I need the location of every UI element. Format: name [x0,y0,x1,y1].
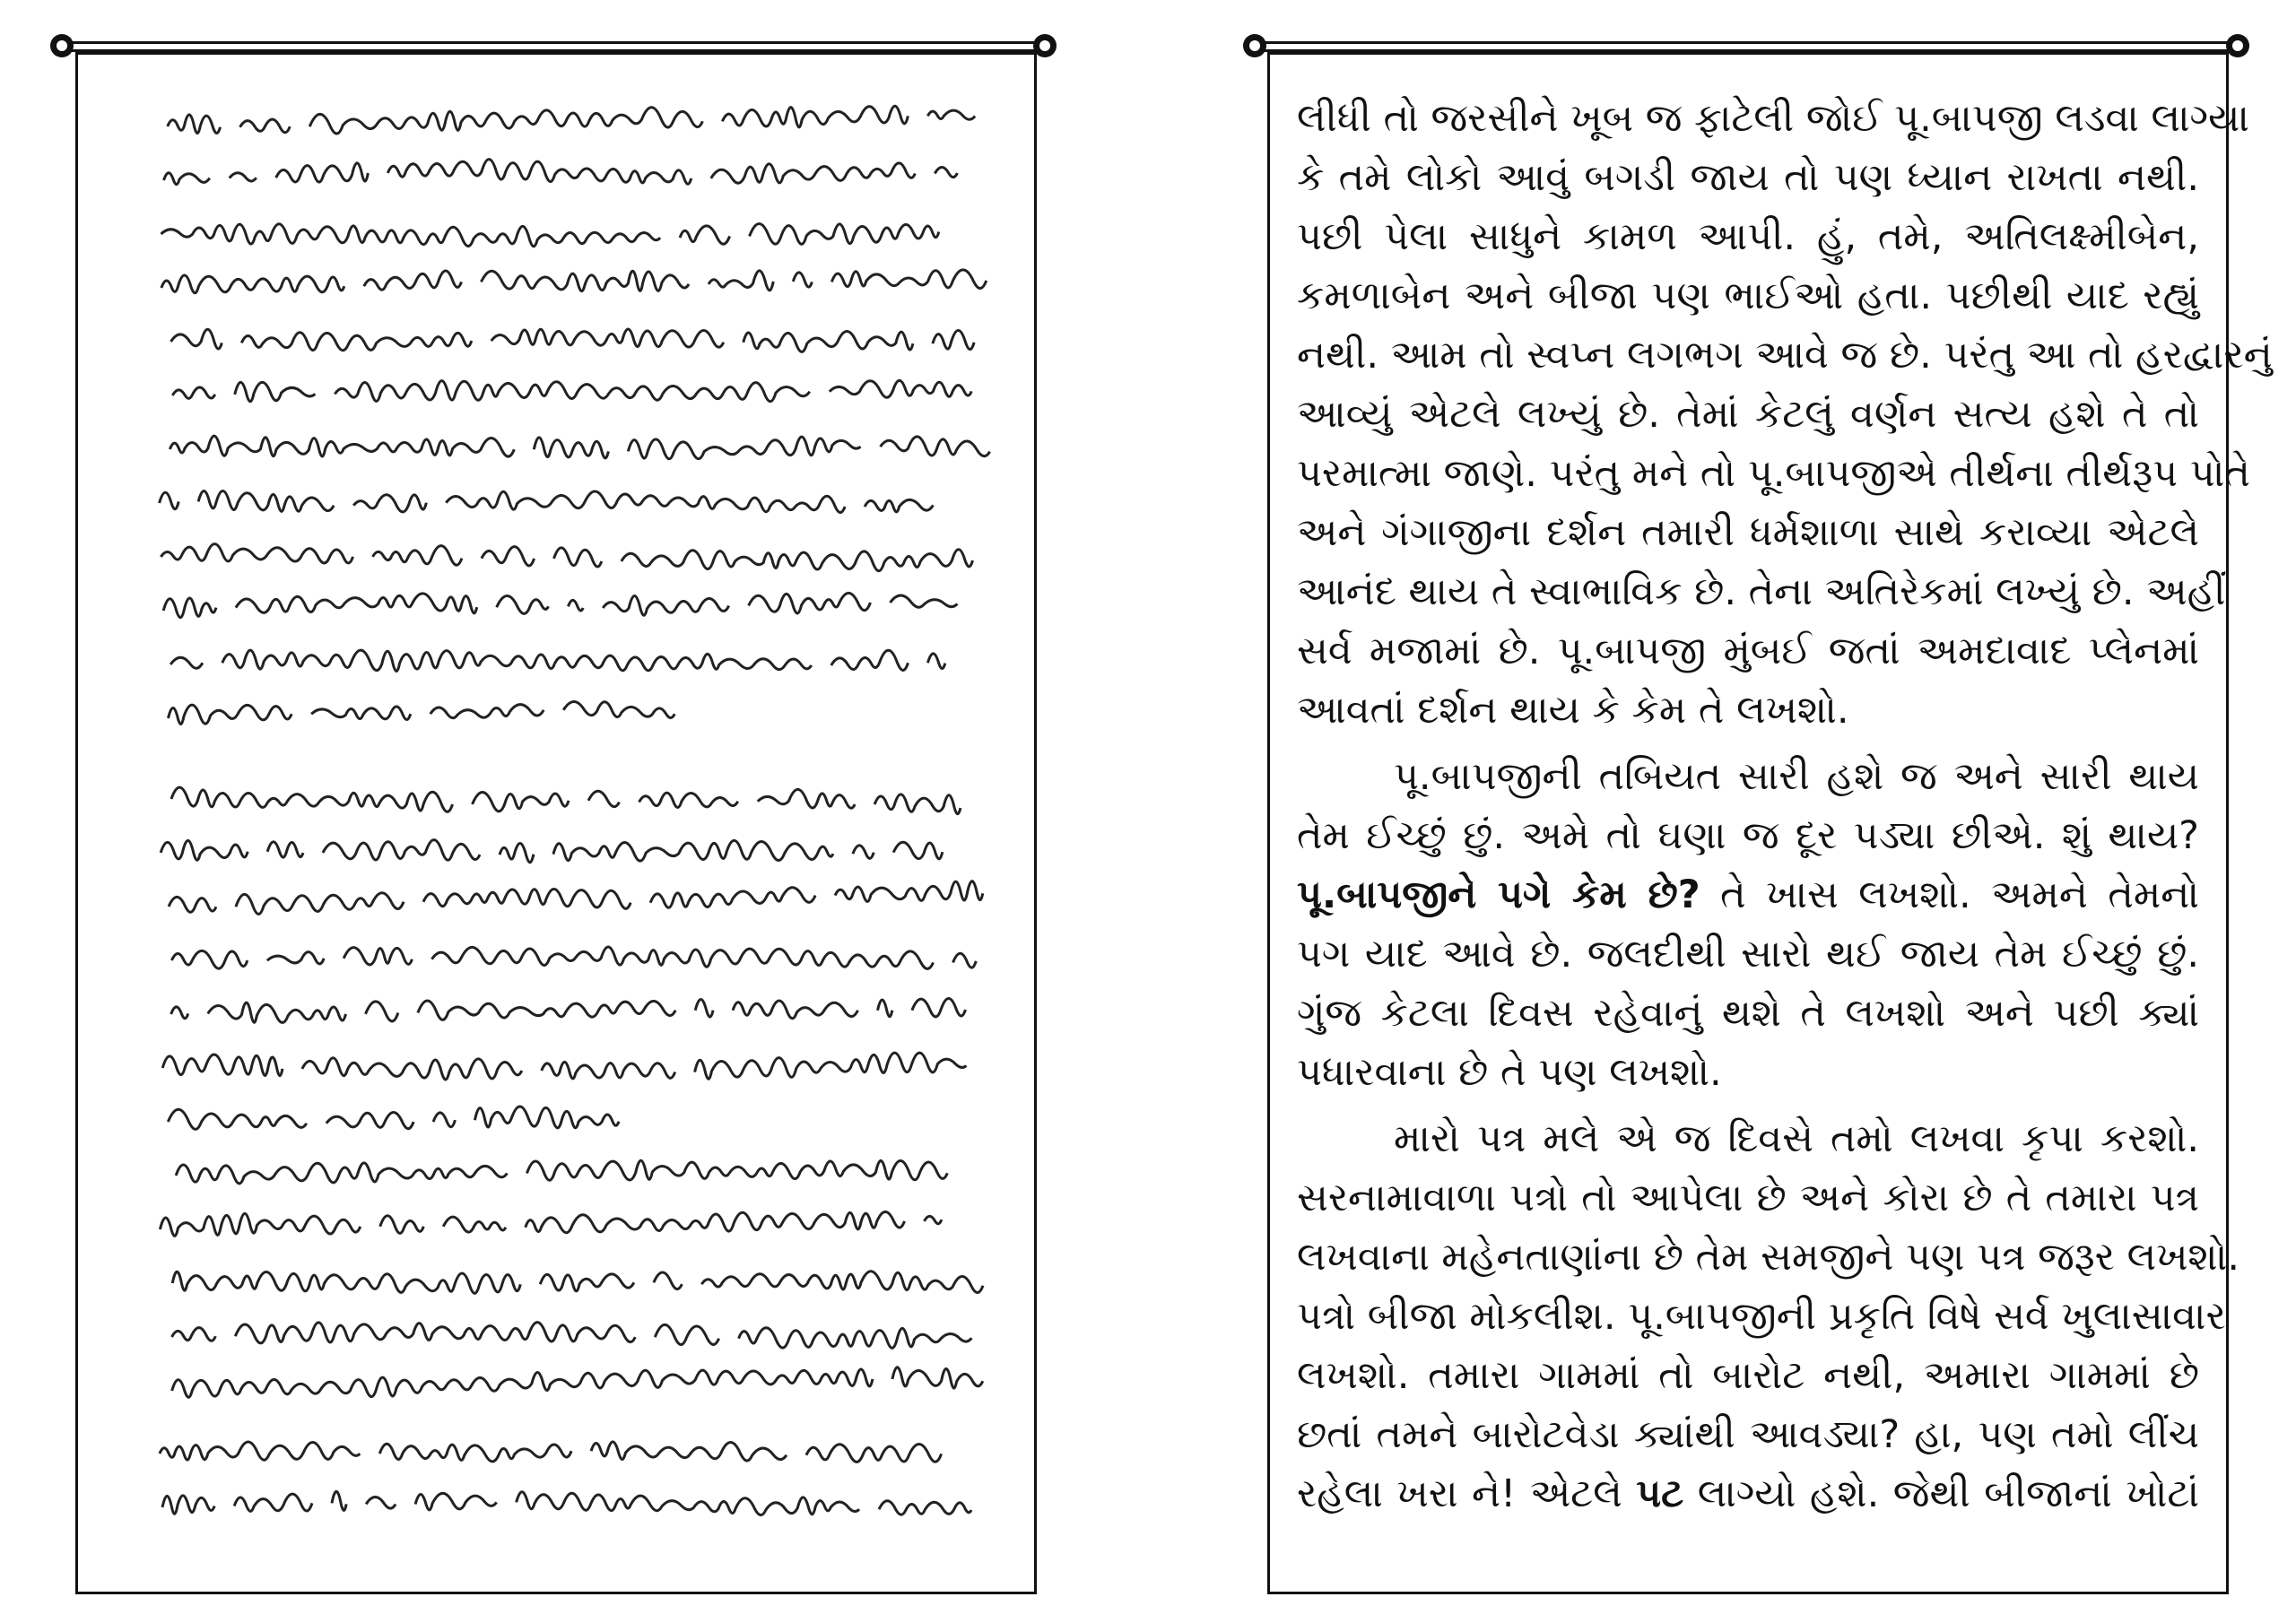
text-line [1297,266,2199,325]
handwritten-line [171,787,961,814]
text-line [1297,325,2273,385]
handwritten-line [161,270,987,293]
text-line [1297,207,2199,266]
handwritten-line [172,1323,992,1349]
text-line [1297,1287,2226,1346]
handwritten-line [162,1053,966,1080]
text-segment: અને ગંગાજીના દર્શન તમારી ધર્મશાળા સાથે કરાવ્યા એટલે [1297,510,2199,555]
text-line [1297,1109,2199,1168]
text-segment: લાગ્યો હશે. જેથી બીજાનાં ખોટાં [1683,1471,2199,1516]
handwritten-letter-scan [75,52,1037,1594]
text-line [1297,444,2250,503]
text-line [1297,1405,2199,1464]
text-line [1297,148,2199,207]
handwritten-line [172,380,971,401]
handwritten-line [161,544,972,571]
handwritten-line [176,1160,947,1184]
handwritten-line [170,329,974,352]
text-segment: લખશો. તમારા ગામમાં તો બારોટ નથી, અમારા ગામમાં છે [1297,1353,2199,1398]
paragraph [1297,747,2199,1102]
typed-transcription [1267,52,2273,1594]
text-line [1297,806,2199,865]
text-segment: તે ખાસ લખશો. અમને તેમનો [1700,872,2199,917]
handwriting-image [78,55,1034,1592]
handwritten-line [161,840,962,863]
paragraph [1297,89,2273,740]
text-line [1297,562,2226,621]
handwritten-line [171,947,976,968]
handwritten-line [161,223,939,246]
text-line [1297,503,2199,562]
handwritten-line [169,701,695,724]
handwritten-line [163,593,957,617]
text-line [1297,1168,2199,1228]
text-segment: આનંદ થાય તે સ્વાભાવિક છે. તેના અતિરેકમાં લખ્યું છે. અહીં [1297,569,2226,614]
handwritten-line [168,1107,639,1129]
right-top-rail [1256,41,2242,52]
handwritten-line [168,106,995,134]
text-segment: છતાં તમને બારોટવેડા ક્યાંથી આવડ્યા? હા, પણ તમો લીંચ [1297,1412,2199,1457]
handwritten-line [160,490,934,512]
text-line [1297,1043,2199,1102]
text-line [1297,681,2199,740]
text-line [1297,89,2249,148]
text-segment: આવતાં દર્શન થાય કે કેમ તે લખશો. [1297,688,1849,733]
text-segment: પત્રો બીજા મોકલીશ. પૂ.બાપજીની પ્રકૃતિ વિષે સર્વ ખુલાસાવાર [1297,1294,2226,1339]
text-segment: આવ્યું એટલે લખ્યું છે. તેમાં કેટલું વર્ણન સત્ય હશે તે તો [1297,392,2199,437]
text-line [1297,1464,2199,1523]
text-segment: રહેલા ખરા ને! એટલે [1297,1471,1637,1516]
text-line [1297,621,2199,681]
handwritten-line [170,650,965,671]
handwritten-line [160,1442,942,1462]
text-segment: સર્વ મજામાં છે. પૂ.બાપજી મુંબઈ જતાં અમદાવાદ પ્લેનમાં [1297,629,2199,673]
text-segment: પછી પેલા સાધુને કામળ આપી. હું, તમે, અતિલક્ષ્મીબેન, [1297,214,2199,259]
handwritten-line [162,1491,971,1515]
handwritten-line [171,998,966,1022]
text-segment: કમળાબેન અને બીજા પણ ભાઈઓ હતા. પછીથી યાદ રહ્યું [1297,273,2199,318]
text-segment: મારો પત્ર મલે એ જ દિવસે તમો લખવા કૃપા કરશો. [1394,1116,2199,1161]
paragraph [1297,1109,2239,1523]
handwritten-line [170,436,1009,459]
scroll-ornament-icon [1243,34,1266,57]
text-line [1297,1346,2199,1405]
text-segment: સરનામાવાળા પત્રો તો આપેલા છે અને કોરા છે તે તમારા પત્ર [1297,1176,2199,1220]
text-segment: લીધી તો જરસીને ખૂબ જ ફાટેલી જોઈ પૂ.બાપજી લડવા લાગ્યા [1297,96,2249,141]
handwritten-line [172,1271,983,1294]
handwritten-line [169,881,1003,915]
bold-text: પૂ.બાપજીને પગે કેમ છે? [1297,872,1700,917]
handwritten-line [164,160,978,185]
text-line [1297,385,2199,444]
handwritten-line [172,1367,983,1397]
text-segment: પધારવાના છે તે પણ લખશો. [1297,1050,1722,1095]
text-segment: પૂ.બાપજીની તબિયત સારી હશે જ અને સારી થાય [1394,754,2199,799]
bold-text: પટ [1636,1471,1684,1516]
text-segment: પગ યાદ આવે છે. જલદીથી સારો થઈ જાય તેમ ઈચ્છું છું. [1297,932,2199,976]
left-top-rail [63,41,1049,52]
text-segment: તેમ ઈચ્છું છું. અમે તો ઘણા જ દૂર પડ્યા છીએ. શું થાય? [1297,813,2199,858]
scroll-ornament-icon [50,34,74,57]
text-segment: લખવાના મહેનતાણાંના છે તેમ સમજીને પણ પત્ર જરૂર લખશો. [1297,1235,2239,1280]
scroll-ornament-icon [2226,34,2249,57]
text-segment: પરમાત્મા જાણે. પરંતુ મને તો પૂ.બાપજીએ તીર્થના તીર્થરૂપ પોતે [1297,451,2250,496]
text-line [1297,924,2199,984]
text-segment: ગુંજ કેટલા દિવસ રહેવાનું થશે તે લખશો અને પછી ક્યાં [1297,991,2199,1036]
handwritten-line [160,1211,941,1236]
text-segment: કે તમે લોકો આવું બગડી જાય તો પણ ધ્યાન રાખતા નથી. [1297,155,2199,200]
text-segment: નથી. આમ તો સ્વપ્ન લગભગ આવે જ છે. પરંતુ આ તો હરદ્વારનું [1297,333,2273,378]
text-line [1297,1228,2239,1287]
text-line [1297,747,2199,806]
text-line [1297,865,2199,924]
text-line [1297,984,2199,1043]
